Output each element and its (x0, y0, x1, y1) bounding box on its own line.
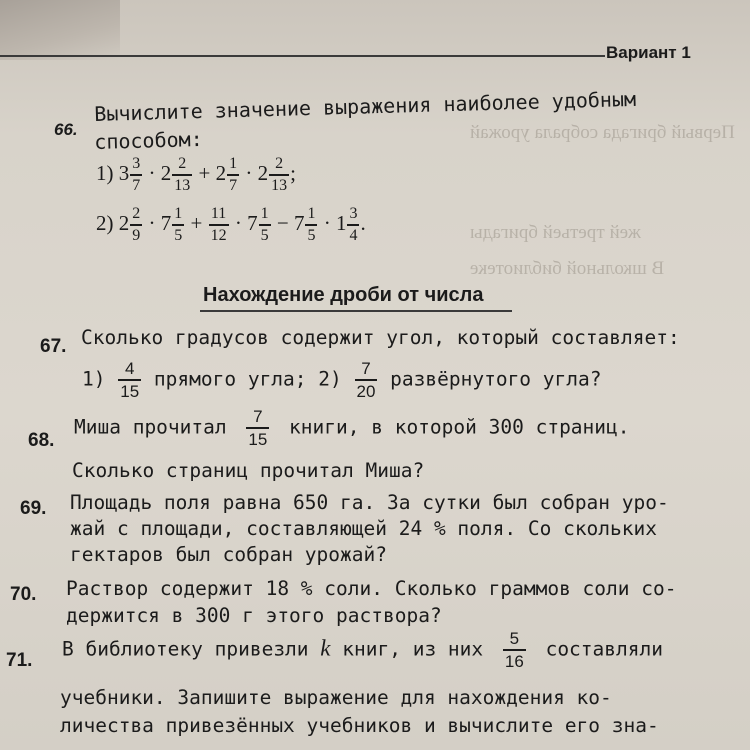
problem-number-66: 66. (54, 120, 78, 139)
problem-number-71: 71. (6, 650, 33, 671)
problem-68-line2: Сколько страниц прочитал Миша? (72, 459, 425, 482)
fraction: $\frac{1}{7}$ (229, 155, 238, 194)
text: составляли (545, 637, 663, 661)
problem-66-expression-2 (96, 206, 366, 244)
problem-69-line2: жай с площади, составляющей 24 % поля. Со скольких (70, 517, 657, 540)
whole-part: 2 (160, 160, 172, 185)
problem-66-expression-1 (96, 156, 296, 194)
fraction: $\frac{4}{15}$ (120, 359, 140, 401)
expr-label: 2) (96, 210, 114, 235)
operator: · (245, 160, 253, 185)
text: В библиотеку привезли (62, 637, 309, 661)
section-title: Нахождение дроби от числа (203, 284, 484, 306)
fraction: $\frac{2}{13}$ (271, 155, 288, 194)
whole-part: 3 (118, 160, 130, 185)
bleed-through-text: Первый бригада собрала урожай (470, 122, 735, 143)
part-text: прямого угла; 2) (153, 367, 342, 391)
whole-part: 7 (293, 210, 305, 235)
page-fold (0, 0, 120, 60)
operator: · (148, 210, 156, 235)
fraction: $\frac{3}{7}$ (132, 155, 141, 194)
text: Миша прочитал (74, 415, 227, 439)
problem-68-line1 (74, 408, 630, 448)
punctuation: ; (290, 160, 296, 185)
problem-number-69: 69. (20, 498, 47, 519)
problem-71-line1 (62, 630, 663, 670)
fraction: $\frac{5}{16}$ (504, 629, 524, 671)
operator: · (323, 210, 331, 235)
part-text: развёрнутого угла? (390, 367, 602, 391)
fraction: $\frac{7}{15}$ (248, 407, 268, 449)
fraction: $\frac{1}{5}$ (174, 205, 183, 244)
section-title-underline (200, 310, 512, 312)
problem-70-line1: Раствор содержит 18 % соли. Сколько граммов соли со- (66, 577, 677, 600)
bleed-through-text: жей третьей бригады (470, 222, 642, 243)
fraction: $\frac{2}{9}$ (132, 205, 141, 244)
expr-label: 1) (96, 160, 114, 185)
problem-69-line3: гектаров был собран урожай? (70, 543, 387, 566)
fraction: $\frac{1}{5}$ (260, 205, 269, 244)
operator: · (234, 210, 242, 235)
fraction: $\frac{7}{20}$ (356, 359, 376, 401)
operator: + (190, 210, 203, 235)
problem-67-text: Сколько градусов содержит угол, который составляет: (81, 326, 680, 349)
problem-70-line2: держится в 300 г этого раствора? (66, 604, 442, 627)
problem-71-line3: личества привезённых учебников и вычислите его зна- (60, 714, 659, 737)
problem-67-parts (82, 360, 602, 400)
problem-number-70: 70. (10, 584, 37, 605)
whole-part: 2 (257, 160, 269, 185)
whole-part: 1 (335, 210, 347, 235)
fraction: $\frac{2}{13}$ (174, 155, 191, 194)
problem-number-68: 68. (28, 430, 55, 451)
problem-71-line2: учебники. Запишите выражение для нахождения ко- (60, 686, 612, 709)
operator: + (198, 160, 211, 185)
whole-part: 2 (215, 160, 227, 185)
problem-69-line1: Площадь поля равна 650 га. За сутки был собран уро- (70, 491, 669, 514)
whole-part: 7 (247, 210, 258, 235)
operator: − (276, 210, 289, 235)
operator: · (148, 160, 156, 185)
problem-number-67: 67. (40, 336, 67, 357)
whole-part: 7 (160, 210, 172, 235)
problem-66-text-line1: Вычислите значение выражения наиболее удобным (94, 86, 637, 126)
header-rule (0, 55, 605, 57)
fraction: $\frac{1}{5}$ (307, 205, 316, 244)
part-label: 1) (82, 367, 106, 391)
text: книг, из них (342, 637, 484, 661)
fraction: $\frac{11}{12}$ (210, 205, 227, 244)
bleed-through-text: В школьной библиотеке (470, 258, 665, 279)
whole-part: 2 (118, 210, 130, 235)
text: книги, в которой 300 страниц. (289, 415, 630, 439)
fraction: $\frac{3}{4}$ (349, 205, 358, 244)
variable-k: k (320, 635, 331, 661)
punctuation: . (360, 210, 366, 235)
variant-label: Вариант 1 (606, 43, 691, 62)
problem-66-text-line2: способом: (94, 126, 204, 154)
